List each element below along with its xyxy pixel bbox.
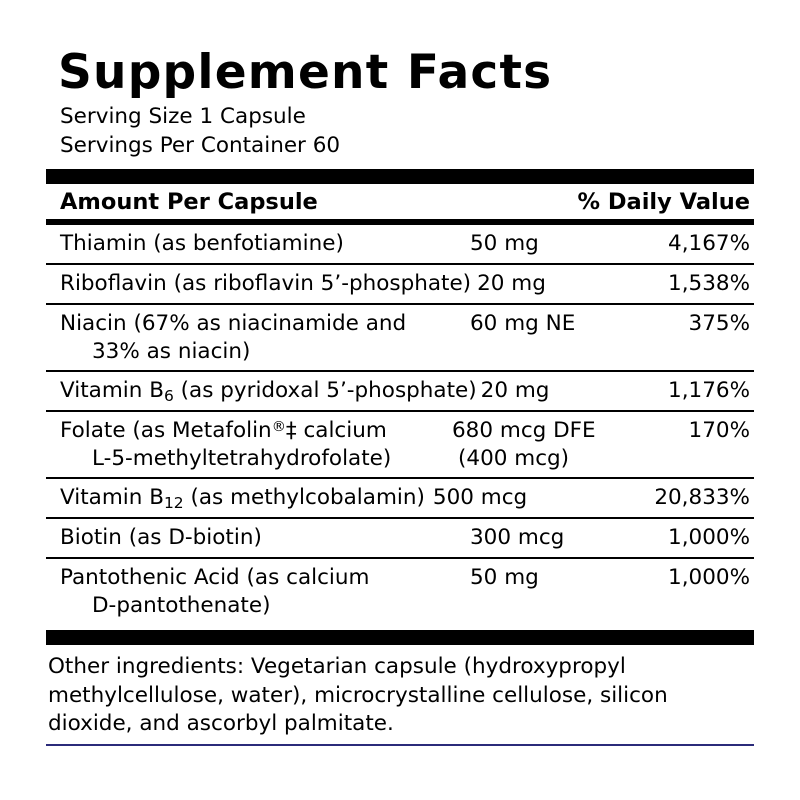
nutrient-name: Niacin (67% as niacinamide and [60, 311, 407, 337]
accent-underline [46, 744, 754, 746]
nutrient-amount: 50 mg [470, 565, 539, 591]
nutrient-name: Vitamin $B_6$ (as pyridoxal 5’-phosphate) [60, 378, 477, 406]
nutrient-daily-value: 20,833% [654, 485, 750, 511]
table-row [46, 412, 754, 477]
nutrient-amount-block [440, 417, 652, 472]
nutrient-daily-value: 1,000% [668, 525, 750, 551]
nutrient-amount: 680 mcg DFE [452, 418, 596, 444]
nutrient-name: Vitamin $B_{12}$ (as methylcobalamin) [60, 485, 425, 513]
header-daily-value: % Daily Value [577, 189, 750, 216]
nutrient-daily-value: 4,167% [668, 231, 750, 257]
nutrient-amount-continued: (400 mcg) [458, 445, 570, 471]
nutrient-name-block [60, 310, 406, 365]
nutrient-name: Pantothenic Acid (as calcium [60, 565, 370, 591]
table-row [46, 305, 754, 370]
table-row [46, 479, 754, 517]
divider-thick-top [46, 169, 754, 184]
table-row [46, 519, 754, 557]
supplement-facts-panel [46, 45, 754, 739]
serving-size-line: Serving Size 1 Capsule [60, 104, 306, 130]
table-row [46, 559, 754, 624]
nutrient-name-block [60, 417, 391, 472]
table-row [46, 225, 754, 263]
registered-trademark-icon: ® [271, 419, 286, 436]
nutrient-amount: 50 mg [470, 231, 539, 257]
nutrient-name: Biotin (as D-biotin) [60, 525, 262, 551]
table-row [46, 372, 754, 410]
subscript: 12 [163, 494, 184, 513]
table-header-row [46, 184, 754, 219]
nutrient-amount: 20 mg [477, 271, 546, 297]
nutrient-name: Folate (as Metafolin®‡ calcium [60, 418, 387, 444]
page-title: Supplement Facts [58, 45, 553, 100]
nutrient-name-block [60, 564, 369, 619]
other-ingredients: Other ingredients: Vegetarian capsule (hydroxypropyl methylcellulose, water), microcrystalline cellulose, silicon dioxide, and ascorbyl palmitate. [48, 654, 668, 737]
nutrient-daily-value: 1,176% [668, 378, 750, 404]
nutrient-amount: 300 mcg [470, 525, 565, 551]
nutrient-name: Thiamin (as benfotiamine) [60, 231, 344, 257]
nutrient-daily-value: 170% [688, 418, 750, 444]
nutrient-daily-value: 1,538% [668, 271, 750, 297]
header-amount-per-capsule: Amount Per Capsule [60, 189, 318, 216]
servings-per-container-line: Servings Per Container 60 [60, 132, 341, 158]
nutrient-amount: 500 mcg [432, 485, 528, 511]
nutrient-amount: 20 mg [480, 378, 550, 404]
nutrient-daily-value: 375% [688, 311, 750, 337]
nutrient-name-continued: D-pantothenate) [92, 592, 271, 618]
nutrient-name-continued: 33% as niacin) [92, 338, 251, 364]
nutrient-amount: 60 mg NE [470, 311, 576, 337]
nutrient-daily-value: 1,000% [668, 565, 750, 591]
divider-thick-bottom [46, 630, 754, 645]
subscript: 6 [163, 387, 174, 406]
nutrient-name: Riboflavin (as riboflavin 5’-phosphate) [60, 271, 472, 297]
nutrient-name-continued: L-5-methyltetrahydrofolate) [92, 445, 392, 471]
table-row [46, 265, 754, 303]
